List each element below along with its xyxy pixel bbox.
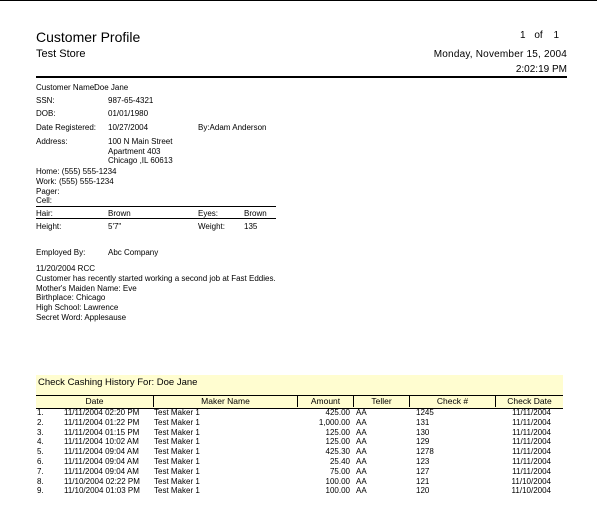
- height-value: 5'7": [108, 222, 122, 231]
- row-check-date: 11/11/2004: [512, 427, 551, 437]
- row-maker: Test Maker 1: [154, 486, 200, 496]
- row-index: 1.: [37, 408, 44, 417]
- report-time: 2:02:19 PM: [515, 64, 567, 75]
- row-index: 9.: [37, 486, 44, 496]
- row-check-number: 131: [416, 417, 430, 427]
- row-teller: AA: [356, 408, 367, 417]
- cell: Cell:: [36, 196, 53, 206]
- row-check-date: 11/11/2004: [512, 456, 551, 466]
- page-current: 1: [520, 30, 526, 41]
- row-teller: AA: [356, 486, 367, 496]
- row-amount: 425.30: [325, 447, 350, 457]
- row-date: 11/11/2004 09:04 AM: [64, 456, 139, 466]
- row-maker: Test Maker 1: [154, 427, 200, 437]
- row-teller: AA: [356, 476, 367, 486]
- row-date: 11/11/2004 01:22 PM: [64, 417, 140, 427]
- table-row: [36, 428, 563, 438]
- pager: Pager:: [36, 186, 60, 196]
- table-row: [36, 447, 563, 457]
- physical-mid-line: [36, 218, 276, 219]
- registered-value: 10/27/2004: [108, 123, 149, 132]
- eyes-value: Brown: [244, 209, 267, 218]
- row-check-date: 11/11/2004: [512, 408, 551, 417]
- row-maker: Test Maker 1: [154, 417, 200, 427]
- registered-by: By:Adam Anderson: [198, 123, 267, 132]
- row-index: 2.: [37, 417, 44, 427]
- row-maker: Test Maker 1: [154, 447, 200, 457]
- row-index: 7.: [37, 466, 44, 476]
- row-amount: 25.40: [329, 456, 350, 466]
- note-line: Customer has recently started working a second job at Fast Eddies.: [36, 273, 276, 283]
- address-line-3: Chicago ,IL 60613: [108, 156, 173, 165]
- employed-value: Abc Company: [108, 248, 159, 257]
- row-teller: AA: [356, 427, 367, 437]
- store-name: Test Store: [36, 48, 86, 60]
- top-border-line: [0, 0, 597, 1]
- row-date: 11/10/2004 02:22 PM: [64, 476, 140, 486]
- row-date: 11/11/2004 02:20 PM: [64, 408, 140, 417]
- col-header-check-number: Check #: [409, 396, 495, 407]
- table-row: [36, 457, 563, 467]
- row-check-date: 11/11/2004: [512, 466, 551, 476]
- note-line: Secret Word: Applesause: [36, 312, 127, 322]
- row-check-number: 129: [416, 437, 430, 447]
- table-row: [36, 467, 563, 477]
- row-maker: Test Maker 1: [154, 466, 200, 476]
- weight-label: Weight:: [198, 222, 225, 231]
- row-check-number: 1278: [416, 447, 434, 457]
- row-index: 4.: [37, 437, 44, 447]
- note-line: 11/20/2004 RCC: [36, 264, 95, 273]
- address-label: Address:: [36, 137, 68, 146]
- row-amount: 425.00: [325, 408, 350, 417]
- history-title: Check Cashing History For: Doe Jane: [38, 377, 198, 388]
- row-maker: Test Maker 1: [154, 437, 200, 447]
- employed-label: Employed By:: [36, 248, 86, 257]
- row-teller: AA: [356, 447, 367, 457]
- physical-top-line: [36, 206, 276, 207]
- col-header-date: Date: [85, 396, 104, 406]
- col-header-check-date: Check Date: [495, 396, 563, 407]
- page-of-label: of: [534, 30, 543, 41]
- row-check-number: 1245: [416, 408, 434, 417]
- page-indicator: [520, 30, 559, 41]
- table-row: [36, 408, 563, 418]
- page-total: 1: [553, 30, 560, 41]
- registered-label: Date Registered:: [36, 123, 97, 132]
- table-row: [36, 418, 563, 428]
- row-amount: 1,000.00: [318, 417, 350, 427]
- ssn-value: 987-65-4321: [108, 96, 154, 105]
- row-date: 11/11/2004 01:15 PM: [64, 427, 140, 437]
- ssn-label: SSN:: [36, 96, 55, 105]
- row-check-date: 11/10/2004: [511, 486, 551, 496]
- row-date: 11/11/2004 09:04 AM: [64, 447, 139, 457]
- row-teller: AA: [356, 437, 367, 447]
- home-phone: Home: (555) 555-1234: [36, 167, 117, 176]
- row-date: 11/10/2004 01:03 PM: [64, 486, 140, 496]
- customer-name-label: Customer Name:: [36, 83, 97, 92]
- row-date: 11/11/2004 09:04 AM: [64, 466, 139, 476]
- row-date: 11/11/2004 10:02 AM: [64, 437, 139, 447]
- row-check-date: 11/11/2004: [512, 447, 551, 457]
- table-row: [36, 477, 563, 487]
- table-row: [36, 486, 563, 496]
- row-maker: Test Maker 1: [154, 408, 200, 417]
- address-line-2: Apartment 403: [108, 146, 161, 156]
- row-check-number: 120: [416, 486, 430, 496]
- table-row: [36, 437, 563, 447]
- note-line: Birthplace: Chicago: [36, 293, 106, 303]
- col-header-maker: Maker Name: [153, 396, 297, 407]
- row-check-number: 121: [416, 476, 430, 486]
- hair-label: Hair:: [36, 209, 53, 218]
- address-line-1: 100 N Main Street: [108, 137, 173, 146]
- row-amount: 125.00: [325, 427, 350, 437]
- height-label: Height:: [36, 222, 62, 231]
- weight-value: 135: [244, 222, 258, 231]
- address-block: [108, 137, 173, 166]
- row-teller: AA: [356, 456, 367, 466]
- report-date: Monday, November 15, 2004: [433, 49, 567, 60]
- row-maker: Test Maker 1: [154, 476, 200, 486]
- notes-block: [36, 264, 276, 323]
- row-amount: 100.00: [325, 476, 350, 486]
- dob-value: 01/01/1980: [108, 109, 149, 118]
- row-teller: AA: [356, 466, 367, 476]
- row-check-date: 11/11/2004: [512, 417, 551, 427]
- row-teller: AA: [356, 417, 367, 427]
- note-line: High School: Lawrence: [36, 303, 119, 313]
- note-line: Mother's Maiden Name: Eve: [36, 283, 137, 293]
- row-index: 3.: [37, 427, 44, 437]
- row-index: 6.: [37, 456, 44, 466]
- row-index: 8.: [37, 476, 44, 486]
- col-header-teller: Teller: [353, 396, 409, 407]
- row-check-number: 123: [416, 456, 430, 466]
- hair-value: Brown: [108, 209, 131, 218]
- dob-label: DOB:: [36, 109, 56, 118]
- row-maker: Test Maker 1: [154, 456, 200, 466]
- col-header-amount: Amount: [297, 396, 353, 407]
- row-amount: 100.00: [325, 486, 350, 496]
- row-index: 5.: [37, 447, 44, 457]
- row-check-date: 11/10/2004: [511, 476, 551, 486]
- row-check-number: 127: [416, 466, 430, 476]
- eyes-label: Eyes:: [198, 209, 219, 218]
- row-check-number: 130: [416, 427, 430, 437]
- row-check-date: 11/11/2004: [512, 437, 551, 447]
- report-title: Customer Profile: [36, 29, 141, 45]
- header-divider: [36, 76, 567, 78]
- history-rows: [36, 408, 563, 496]
- row-amount: 125.00: [325, 437, 350, 447]
- row-amount: 75.00: [329, 466, 350, 476]
- phone-block: [36, 167, 117, 206]
- work-phone: Work: (555) 555-1234: [36, 176, 114, 186]
- customer-name-value: Doe Jane: [94, 83, 129, 92]
